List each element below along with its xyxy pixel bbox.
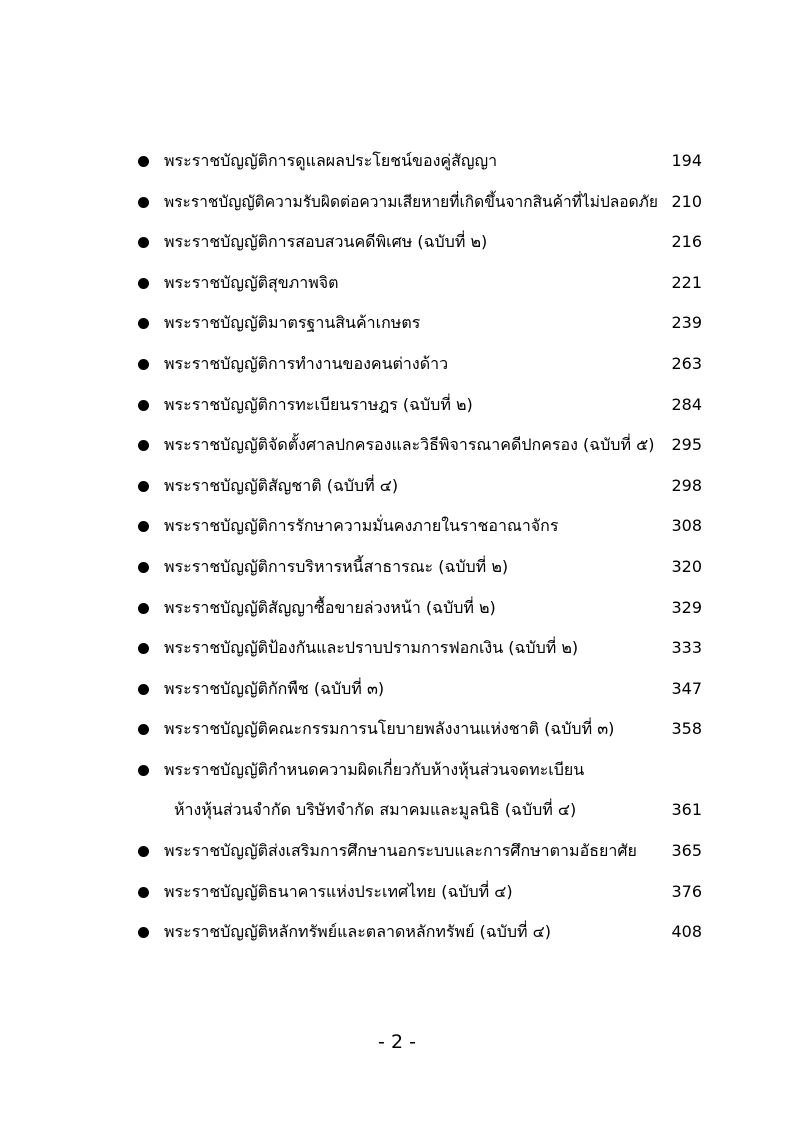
bullet-icon	[138, 724, 149, 735]
bullet-icon	[138, 684, 149, 695]
bullet-icon	[138, 846, 149, 857]
toc-entry-page: 358	[671, 719, 702, 739]
bullet-icon	[138, 278, 149, 289]
toc-entry	[138, 756, 704, 837]
toc-entry-title: พระราชบัญญัติมาตรฐานสินค้าเกษตร	[164, 313, 421, 333]
toc-entry-page: 194	[671, 151, 702, 170]
toc-entry-page: 347	[671, 678, 702, 698]
bullet-icon	[138, 440, 149, 451]
toc-entry	[138, 472, 704, 513]
toc-entry-title: พระราชบัญญัติสัญชาติ (ฉบับที่ ๔)	[164, 475, 399, 495]
bullet-icon	[138, 927, 149, 938]
bullet-icon	[138, 359, 149, 370]
toc-entry-page: 221	[671, 272, 702, 292]
toc-entry-title: พระราชบัญญัติกักพืช (ฉบับที่ ๓)	[164, 678, 385, 698]
toc-entry-page: 263	[671, 353, 702, 373]
toc-entry-title: พระราชบัญญัติสัญญาซื้อขายล่วงหน้า (ฉบับที่ ๒)	[164, 597, 496, 617]
toc-entry-title: พระราชบัญญัติส่งเสริมการศึกษานอกระบบและการศึกษาตามอัธยาศัย	[164, 841, 637, 861]
bullet-icon	[138, 156, 149, 167]
toc-entry-page: 216	[671, 232, 702, 252]
toc-entry-title: พระราชบัญญัติหลักทรัพย์และตลาดหลักทรัพย์ (ฉบับที่ ๔)	[164, 922, 551, 942]
toc-entry-page: 329	[671, 597, 702, 617]
bullet-icon	[138, 603, 149, 614]
toc-entry	[138, 634, 704, 675]
toc-entry-title: พระราชบัญญัติธนาคารแห่งประเทศไทย (ฉบับที่ ๔)	[164, 881, 513, 901]
toc-entry-page: 295	[671, 435, 702, 455]
toc-entry	[138, 553, 704, 594]
page-number: - 2 -	[378, 1031, 416, 1053]
toc-entry	[138, 188, 704, 229]
toc-entry	[138, 878, 704, 919]
bullet-icon	[138, 318, 149, 329]
toc-entry-title-continuation: ห้างหุ้นส่วนจำกัด บริษัทจำกัด สมาคมและมูลนิธิ (ฉบับที่ ๔)	[174, 799, 577, 819]
toc-entry	[138, 391, 704, 432]
toc-entry-page: 284	[671, 394, 702, 414]
toc-entry-page: 210	[671, 191, 702, 211]
bullet-icon	[138, 237, 149, 248]
toc-entry	[138, 675, 704, 716]
toc-entry-page: 308	[671, 516, 702, 536]
toc-entry-page: 298	[671, 475, 702, 495]
toc-entry-page: 333	[671, 638, 702, 658]
toc-entry	[138, 837, 704, 878]
bullet-icon	[138, 481, 149, 492]
toc-entry-page: 320	[671, 556, 702, 576]
toc-entry	[138, 512, 704, 553]
toc-entry-title: พระราชบัญญัติการบริหารหนี้สาธารณะ (ฉบับที่ ๒)	[164, 556, 509, 576]
toc-entry	[138, 918, 704, 959]
bullet-icon	[138, 400, 149, 411]
toc-entry-page: 365	[671, 841, 702, 861]
toc-entry-title: พระราชบัญญัติจัดตั้งศาลปกครองและวิธีพิจารณาคดีปกครอง (ฉบับที่ ๕)	[164, 435, 655, 455]
table-of-contents	[138, 147, 704, 959]
bullet-icon	[138, 197, 149, 208]
bullet-icon	[138, 521, 149, 532]
bullet-icon	[138, 562, 149, 573]
toc-entry	[138, 594, 704, 635]
toc-entry-title: พระราชบัญญัติความรับผิดต่อความเสียหายที่เกิดขึ้นจากสินค้าที่ไม่ปลอดภัย	[164, 192, 658, 211]
toc-entry-page: 376	[671, 881, 702, 901]
toc-entry-page: 408	[671, 922, 702, 942]
toc-entry	[138, 228, 704, 269]
toc-entry	[138, 431, 704, 472]
toc-entry	[138, 147, 704, 188]
toc-entry-title: พระราชบัญญัติการสอบสวนคดีพิเศษ (ฉบับที่ ๒)	[164, 232, 488, 252]
toc-entry-page: 361	[671, 799, 702, 819]
toc-entry	[138, 715, 704, 756]
bullet-icon	[138, 765, 149, 776]
toc-entry-title: พระราชบัญญัติการทำงานของคนต่างด้าว	[164, 353, 449, 373]
bullet-icon	[138, 643, 149, 654]
toc-entry-title: พระราชบัญญัติป้องกันและปราบปรามการฟอกเงิน (ฉบับที่ ๒)	[164, 638, 579, 658]
toc-entry-title: พระราชบัญญัติกำหนดความผิดเกี่ยวกับห้างหุ้นส่วนจดทะเบียน	[164, 759, 585, 779]
bullet-icon	[138, 887, 149, 898]
toc-entry-title: พระราชบัญญัติการรักษาความมั่นคงภายในราชอาณาจักร	[164, 516, 559, 536]
toc-entry-title: พระราชบัญญัติสุขภาพจิต	[164, 272, 339, 292]
toc-entry-page: 239	[671, 313, 702, 333]
toc-entry	[138, 309, 704, 350]
toc-entry	[138, 350, 704, 391]
toc-entry	[138, 269, 704, 310]
toc-entry-title: พระราชบัญญัติการดูแลผลประโยชน์ของคู่สัญญา	[164, 151, 498, 170]
toc-entry-title: พระราชบัญญัติการทะเบียนราษฎร (ฉบับที่ ๒)	[164, 394, 473, 414]
toc-entry-title: พระราชบัญญัติคณะกรรมการนโยบายพลังงานแห่งชาติ (ฉบับที่ ๓)	[164, 719, 615, 739]
